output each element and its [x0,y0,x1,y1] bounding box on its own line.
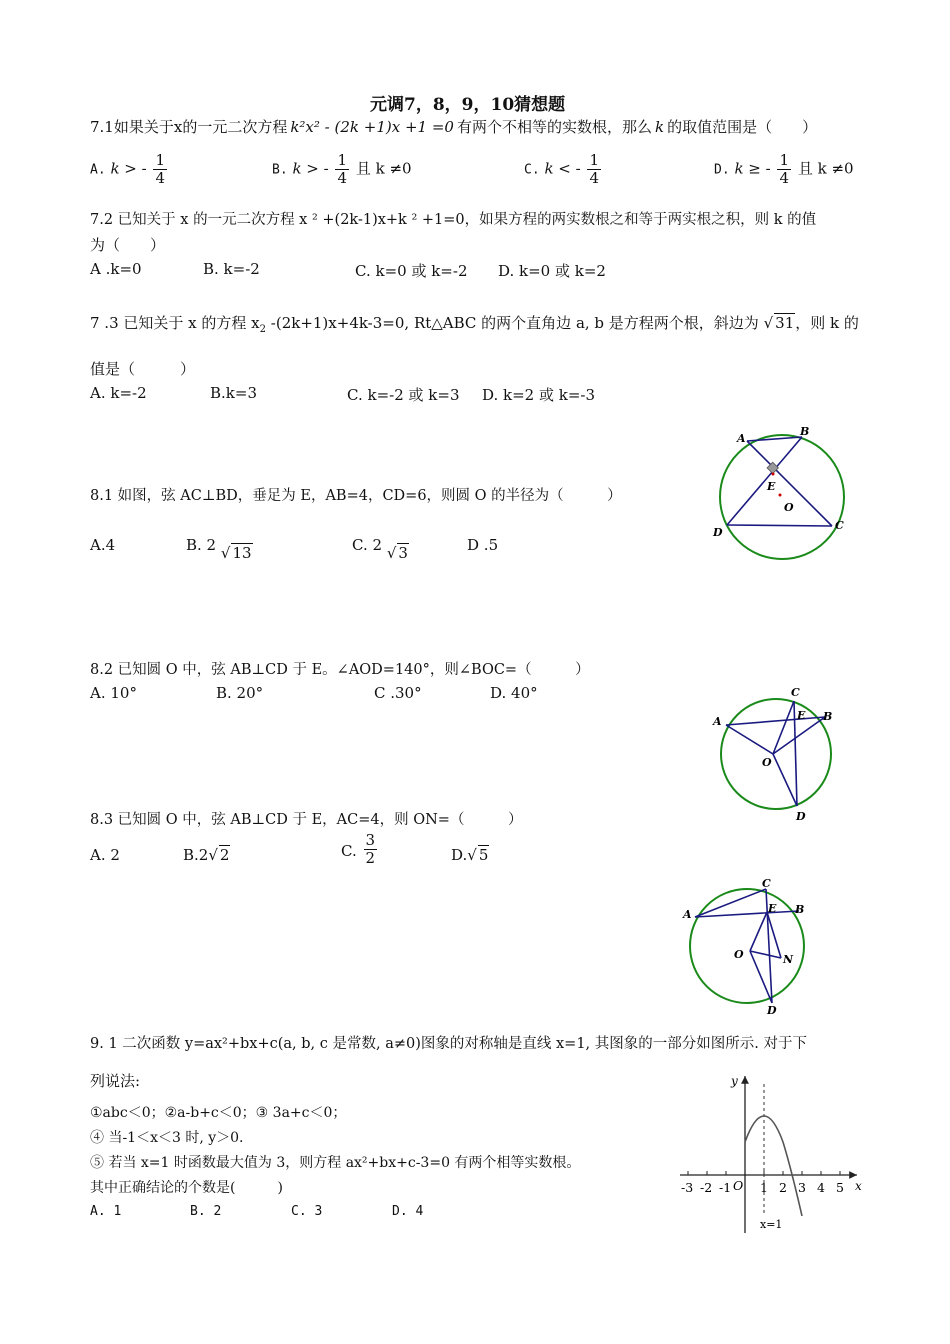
q73-line1-b: -(2k+1)x+4k-3=0, Rt△ABC 的两个直角边 a, b 是方程两个根，斜边为 [266,314,759,332]
q71-option-fraction: $\frac{1}{4}$ [155,151,166,187]
q83-option-c-fraction: $\frac{3}{2}$ [365,831,376,867]
q71-option-fraction: $\frac{1}{4}$ [337,151,348,187]
q81-label-b: B [800,425,810,438]
q83-seg-oe [750,912,767,951]
q83-chord-ab [695,911,799,917]
q82-label-b: B [823,710,833,723]
q83-label-a: A [683,908,692,921]
q73-line1-sub: 2 [259,324,266,335]
q71-option-rel: k > - [110,159,147,178]
q73-option-a: A. k=-2 [90,384,147,402]
q71-option-a [90,152,169,187]
q81-stem: 8.1 如图，弦 AC⊥BD，垂足为 E，AB=4，CD=6，则圆 O 的半径为（ ） [90,488,622,504]
q71-option-rel: k < - [544,159,581,178]
q81-option-d: D .5 [467,536,499,554]
q71-option-d [714,152,854,187]
q72-option-d: D. k=0 或 k=2 [498,262,606,280]
q82-seg-oa [726,725,773,754]
q71-option-label: D. [714,162,730,178]
q81-foot-dot [772,473,775,476]
page-title: 元调7，8，9，10猜想题 [370,95,566,115]
q82-label-o: O [762,756,772,769]
q81-option-a: A.4 [90,536,116,554]
q91-tick-label: -1 [719,1180,732,1195]
q82-chord-ab [726,717,825,725]
q91-tick-label: 5 [836,1180,844,1195]
q71-option-tail: 且 k ≠0 [797,159,854,178]
q72-option-b: B. k=-2 [203,260,260,278]
q82-label-d: D [796,810,806,823]
q73-line1-c: ，则 k 的 [795,314,859,332]
q91-tick-label: -3 [681,1180,694,1195]
q91-tick-label: 2 [779,1180,787,1195]
q71-option-tail: 且 k ≠0 [355,159,412,178]
q71-option-label: B. [272,162,288,178]
q83-option-d-sqrt: √ 5 [467,846,489,864]
q83-figure [675,875,825,1020]
q91-option-b: B. 2 [190,1204,222,1219]
q71-stem-end: 的取值范围是（ ） [667,118,818,136]
q71-option-label: C. [524,162,540,178]
q81-label-d: D [713,526,723,539]
q83-label-b: B [795,903,805,916]
q91-tick-label: -2 [700,1180,713,1195]
q81-label-c: C [835,519,844,532]
q83-option-d [451,846,489,864]
q83-label-o: O [734,948,744,961]
q71-option-fraction: $\frac{1}{4}$ [779,151,790,187]
q81-option-c-pre: C. 2 [352,536,383,554]
q91-statement-4: 其中正确结论的个数是( ) [90,1180,283,1196]
q73-line1 [90,312,859,335]
q72-line1: 7.2 已知关于 x 的一元二次方程 x ² +(2k-1)x+k ² +1=0，如果方程的两实数根之和等于两实根之积，则 k 的值 [90,212,817,228]
q83-label-d: D [767,1004,777,1017]
q73-line1-a: 7 .3 已知关于 x 的方程 x [90,314,260,332]
q83-option-b-sqrt: √ 2 [208,846,230,864]
q73-line2: 值是（ ） [90,360,196,378]
q91-line2: 列说法: [90,1072,141,1090]
q82-seg-od [773,754,797,806]
q81-option-b-sqrt: √ 13 [220,544,252,562]
q71-option-label: A. [90,162,106,178]
q82-label-a: A [713,715,722,728]
q71-equation: k²x² - (2k +1)x +1 =0 [290,118,454,136]
q71-option-b [272,152,412,187]
q83-seg-od [750,951,772,1003]
q71-k: k [654,118,665,136]
q81-label-e: E [767,480,776,493]
q83-option-c [341,832,379,867]
q83-label-n: N [783,953,794,966]
q82-stem: 8.2 已知圆 O 中，弦 AB⊥CD 于 E。∠AOD=140°，则∠BOC=（ ） [90,662,590,678]
q71-option-c [524,152,603,187]
q91-line1: 9. 1 二次函数 y=ax²+bx+c(a, b, c 是常数, a≠0)图象的对称轴是直线 x=1, 其图象的一部分如图所示. 对于下 [90,1036,807,1052]
q81-option-c-sqrt: √ 3 [386,544,408,562]
q91-statement-1: ①abc＜0；②a-b+c＜0；③ 3a+c＜0； [90,1105,347,1121]
q71-stem-text: 7.1如果关于x的一元二次方程 [90,118,288,136]
q82-label-e: E [797,709,806,722]
q91-tick-label: 3 [798,1180,806,1195]
q91-option-a: A. 1 [90,1204,122,1219]
q81-label-a: A [737,432,746,445]
q91-option-c: C. 3 [291,1204,323,1219]
q91-tick-label: 1 [760,1180,768,1195]
q91-axis-note: x=1 [760,1218,783,1231]
q71-option-rel: k > - [292,159,329,178]
q81-chord-ab [747,437,802,441]
q91-y-label: y [731,1074,738,1088]
q83-option-a: A. 2 [90,846,120,864]
q82-option-a: A. 10° [90,684,137,702]
q83-stem: 8.3 已知圆 O 中，弦 AB⊥CD 于 E，AC=4，则 ON=（ ） [90,812,523,828]
q71-stem-tail: 有两个不相等的实数根，那么 [456,118,652,136]
q81-label-o: O [784,501,794,514]
q91-statement-3: ⑤ 若当 x=1 时函数最大值为 3，则方程 ax²+bx+c-3=0 有两个相等实数根。 [90,1155,581,1171]
q81-option-c [352,536,409,562]
q71-option-fraction: $\frac{1}{4}$ [589,151,600,187]
q82-option-b: B. 20° [216,684,264,702]
q72-option-a: A .k=0 [90,260,142,278]
q83-option-b [183,846,230,864]
q91-option-d: D. 4 [392,1204,424,1219]
q83-option-b-pre: B.2 [183,846,209,864]
q81-option-b-pre: B. 2 [186,536,217,554]
q72-line2: 为（ ） [90,236,166,254]
q71-stem [90,116,817,137]
q81-option-b [186,536,253,562]
q83-label-e: E [768,902,777,915]
q81-center-dot [779,494,782,497]
q81-figure [705,425,855,565]
q83-option-d-pre: D. [451,846,468,864]
q91-parabola [745,1116,802,1216]
q82-option-c: C .30° [374,684,422,702]
q82-option-d: D. 40° [490,684,538,702]
q83-label-c: C [762,877,771,890]
q82-label-c: C [791,686,800,699]
q91-tick-label: O [733,1178,744,1193]
q91-tick-label: 4 [817,1180,825,1195]
q73-sqrt: √ 31 [763,314,795,332]
q81-circle [720,435,844,559]
q83-circle [690,889,804,1003]
q82-circle [721,699,831,809]
q73-option-d: D. k=2 或 k=-3 [482,386,596,404]
q82-figure [705,682,845,824]
q73-option-b: B.k=3 [210,384,257,402]
q91-x-label: x [855,1179,862,1193]
q71-option-rel: k ≥ - [734,159,771,178]
q72-option-c: C. k=0 或 k=-2 [355,262,468,280]
q81-right-angle-mark [767,462,778,473]
q83-option-c-pre: C. [341,841,357,860]
q91-statement-2: ④ 当-1＜x＜3 时, y＞0. [90,1130,244,1146]
q83-seg-on [750,951,781,958]
q81-chord-dc [727,525,832,526]
q91-graph [675,1068,870,1240]
q73-option-c: C. k=-2 或 k=3 [347,386,460,404]
